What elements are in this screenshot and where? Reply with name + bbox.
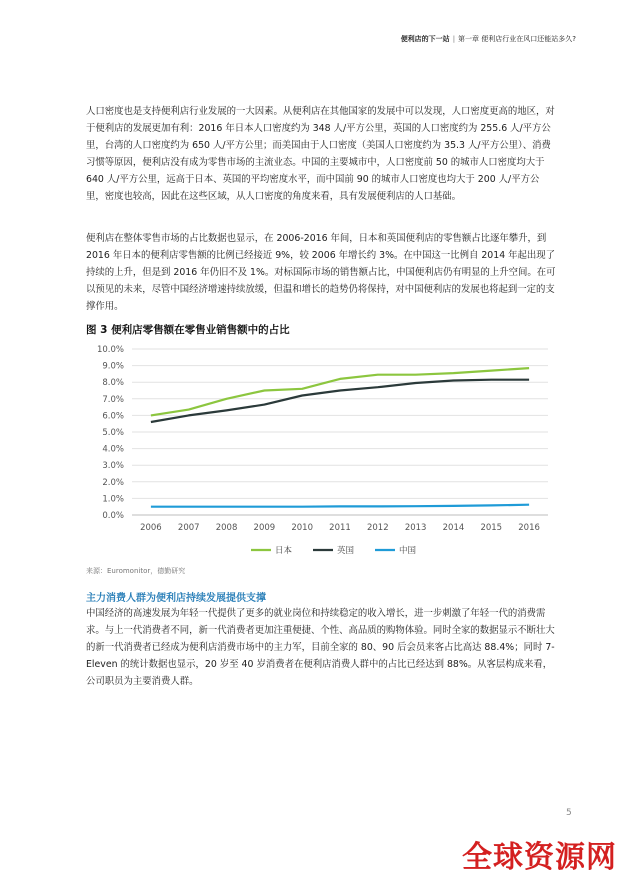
page-header: [401, 34, 576, 44]
x-tick-label: 2013: [404, 523, 427, 533]
paragraph-retail-share: 便利店在整体零售市场的占比数据也显示，在 2006-2016 年间，日本和英国便利店的零售额占比逐年攀升，到 2016 年日本的便利店零售额的比例已经接近 9%，较 2006 年增长约 3%。在中国这一比例自 2014 年起出现了持续的上升，但是到 2016 年仍旧不及 1%。对标国际市场的销售额占比，中国便利店仍有明显的上升空间。在可以预见的未来，尽管中国经济增速持续放缓，但温和增长的趋势仍将保持，对中国便利店的发展也将起到一定的支撑作用。: [86, 233, 556, 312]
x-tick-label: 2015: [480, 523, 503, 533]
x-tick-label: 2014: [442, 523, 465, 533]
page-number: 5: [566, 808, 572, 818]
x-tick-label: 2007: [177, 523, 200, 533]
x-tick-label: 2008: [215, 523, 238, 533]
x-tick-label: 2011: [329, 523, 351, 533]
header-book-title: 便利店的下一站: [400, 35, 450, 43]
legend-label: 中国: [399, 546, 417, 556]
series-line-2: [151, 505, 529, 507]
paragraph-consumer-group: 中国经济的高速发展为年轻一代提供了更多的就业岗位和持续稳定的收入增长，进一步刺激了年轻一代的消费需求。与上一代消费者不同，新一代消费者更加注重便捷、个性、高品质的购物体验。同时全家的数据显示不断壮大的新一代消费者已经成为便利店消费市场中的主力军，目前全家的 80、90 后会员来客占比高达 88.4%；同时 7-Eleven 的统计数据也显示，20 岁至 40 岁消费者在便利店消费人群中的占比已经达到 88%。从客层构成来看，公司职员为主要消费人群。: [86, 608, 555, 687]
x-tick-label: 2009: [253, 523, 276, 533]
y-tick-label: 7.0%: [102, 394, 124, 405]
y-tick-label: 10.0%: [96, 345, 124, 355]
y-tick-label: 8.0%: [102, 378, 124, 389]
y-tick-label: 0.0%: [102, 511, 124, 521]
y-tick-label: 5.0%: [102, 428, 124, 438]
y-tick-label: 1.0%: [102, 494, 124, 505]
y-tick-label: 6.0%: [102, 411, 124, 422]
section-title: 主力消费人群为便利店持续发展提供支撑: [86, 593, 266, 604]
x-tick-label: 2010: [291, 523, 314, 533]
y-tick-label: 2.0%: [102, 477, 124, 488]
x-tick-label: 2016: [518, 523, 540, 533]
figure-title: 图 3 便利店零售额在零售业销售额中的占比: [86, 324, 290, 336]
watermark-text: 全球资源网: [462, 840, 617, 875]
paragraph-population-density: 人口密度也是支持便利店行业发展的一大因素。从便利店在其他国家的发展中可以发现，人口密度更高的地区，对于便利店的发展更加有利：2016 年日本人口密度约为 348 人/平方公里，英国的人口密度约为 255.6 人/平方公里，台湾的人口密度约为 650 人/平方公里；而美国由于人口密度（美国人口密度约为 35.3 人/平方公里）、消费习惯等原因，便利店没有成为零售市场的主流业态。中国的主要城市中，人口密度前 50 的城市人口密度均大于 640 人/平方公里，远高于日本、英国的平均密度水平，而中国前 90 的城市人口密度也均大于 200 人/平方公里，密度也较高，因此在这些区域，从人口密度的角度来看，具有发展便利店的人口基础。: [86, 106, 555, 202]
y-tick-label: 9.0%: [102, 361, 124, 372]
series-line-0: [151, 368, 529, 415]
y-tick-label: 4.0%: [102, 444, 124, 455]
legend-label: 英国: [337, 546, 355, 556]
x-tick-label: 2012: [366, 523, 389, 533]
header-separator: |: [452, 35, 456, 43]
x-tick-label: 2006: [140, 523, 162, 533]
y-tick-label: 3.0%: [102, 461, 124, 472]
line-chart: [86, 341, 556, 561]
legend-label: 日本: [275, 546, 293, 556]
figure-source: 来源：Euromonitor，德勤研究: [86, 567, 186, 575]
header-chapter: 第一章 便利店行业在风口还能站多久?: [458, 35, 576, 43]
